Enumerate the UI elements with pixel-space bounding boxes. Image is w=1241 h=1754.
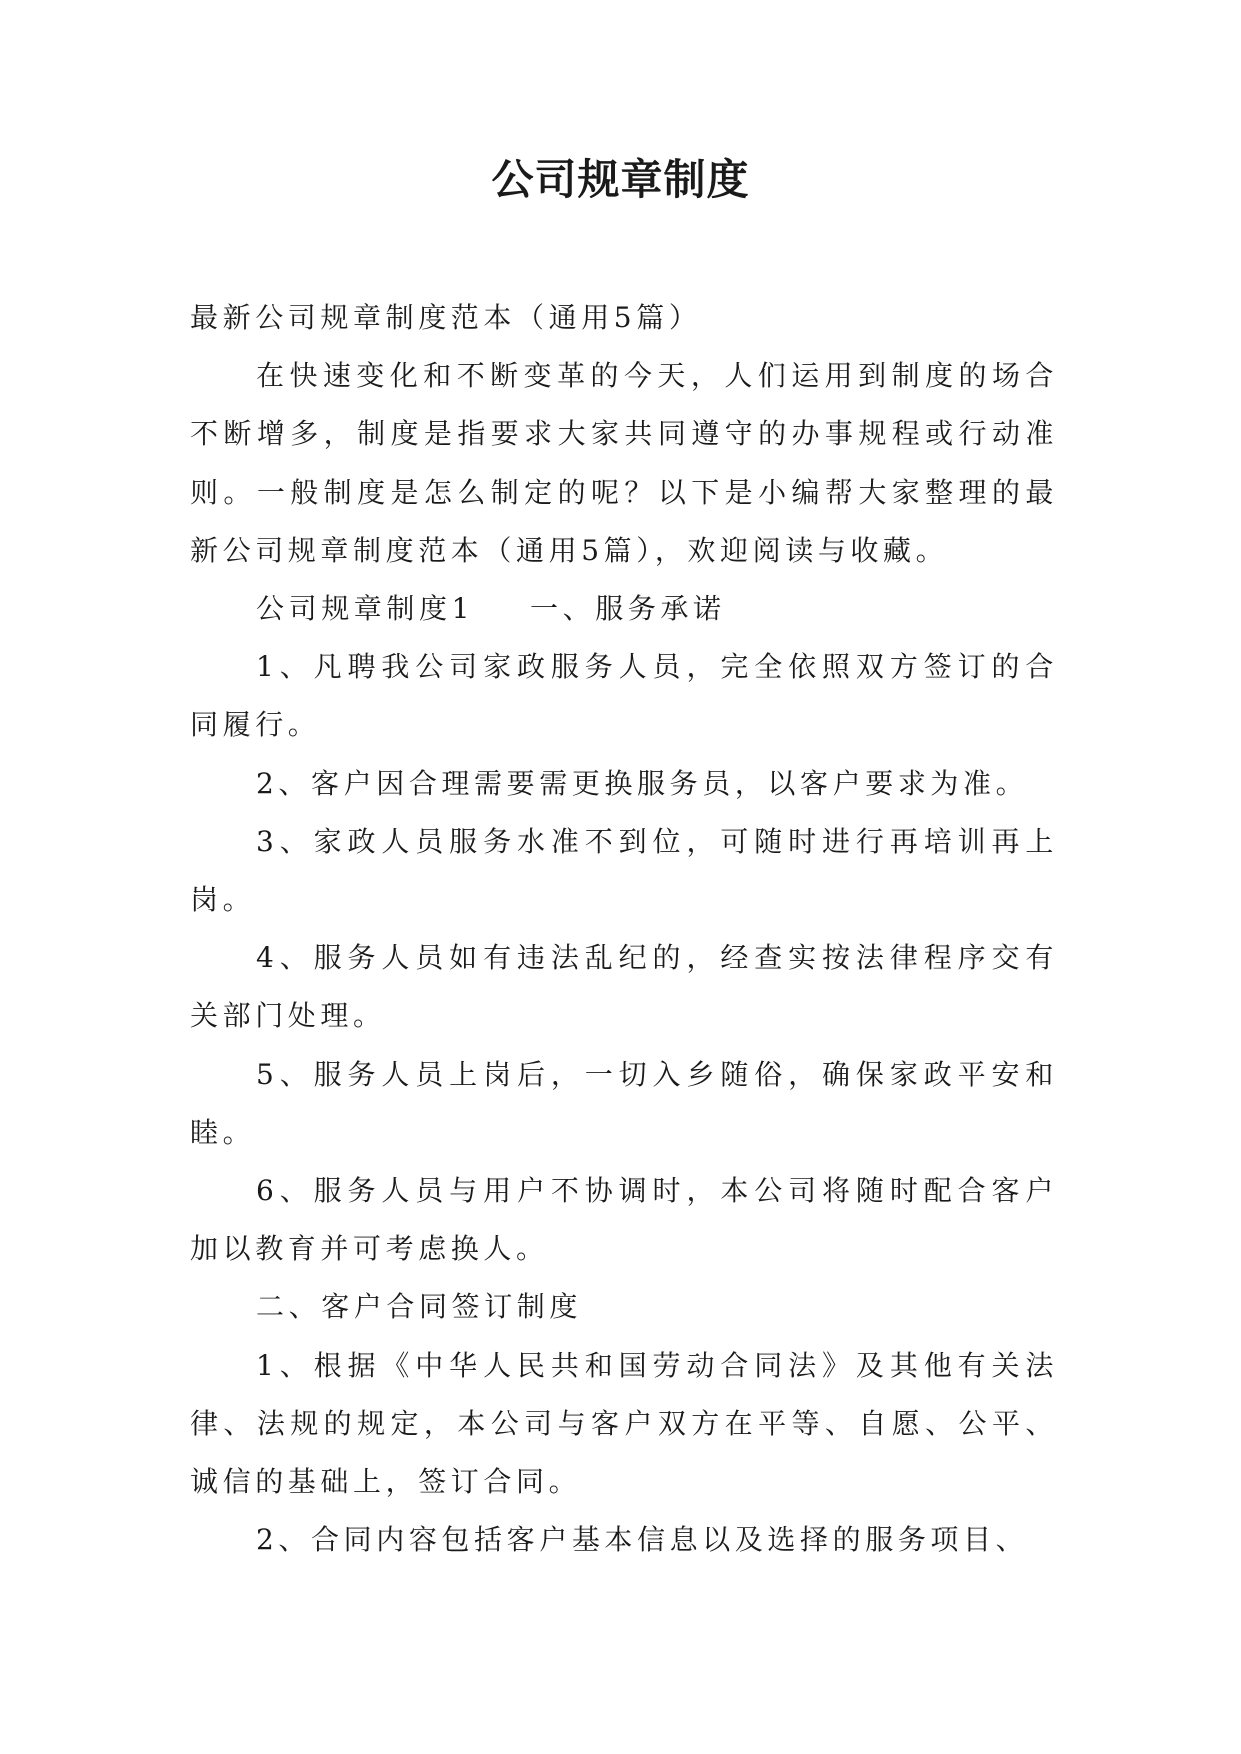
document-title: 公司规章制度 [491, 155, 750, 204]
list-item: 2、客户因合理需要需更换服务员，以客户要求为准。 [256, 766, 1029, 800]
section-1-subheading: 一、服务承诺 [530, 592, 726, 626]
list-item: 2、合同内容包括客户基本信息以及选择的服务项目、 [256, 1523, 1029, 1557]
list-item: 6、服务人员与用户不协调时，本公司将随时配合客户加以教育并可考虑换人。 [190, 1174, 1058, 1266]
list-item: 1、凡聘我公司家政服务人员，完全依照双方签订的合同履行。 [190, 650, 1058, 742]
document-subtitle: 最新公司规章制度范本（通用5篇） [190, 301, 702, 334]
document-body [190, 289, 1058, 1569]
section-1-heading: 公司规章制度1 [256, 592, 475, 626]
intro-paragraph: 在快速变化和不断变革的今天，人们运用到制度的场合不断增多，制度是指要求大家共同遵守的办事规程或行动准则。一般制度是怎么制定的呢？以下是小编帮大家整理的最新公司规章制度范本（通用5篇），欢迎阅读与收藏。 [190, 359, 1058, 567]
section-1-heading-line [190, 580, 1058, 638]
section-2-heading: 二、客户合同签订制度 [256, 1290, 583, 1324]
list-item: 3、家政人员服务水准不到位，可随时进行再培训再上岗。 [190, 824, 1058, 917]
list-item: 1、根据《中华人民共和国劳动合同法》及其他有关法律、法规的规定，本公司与客户双方在平等、自愿、公平、诚信的基础上，签订合同。 [190, 1348, 1058, 1499]
list-item: 5、服务人员上岗后，一切入乡随俗，确保家政平安和睦。 [190, 1057, 1058, 1149]
list-item: 4、服务人员如有违法乱纪的，经查实按法律程序交有关部门处理。 [190, 941, 1058, 1033]
